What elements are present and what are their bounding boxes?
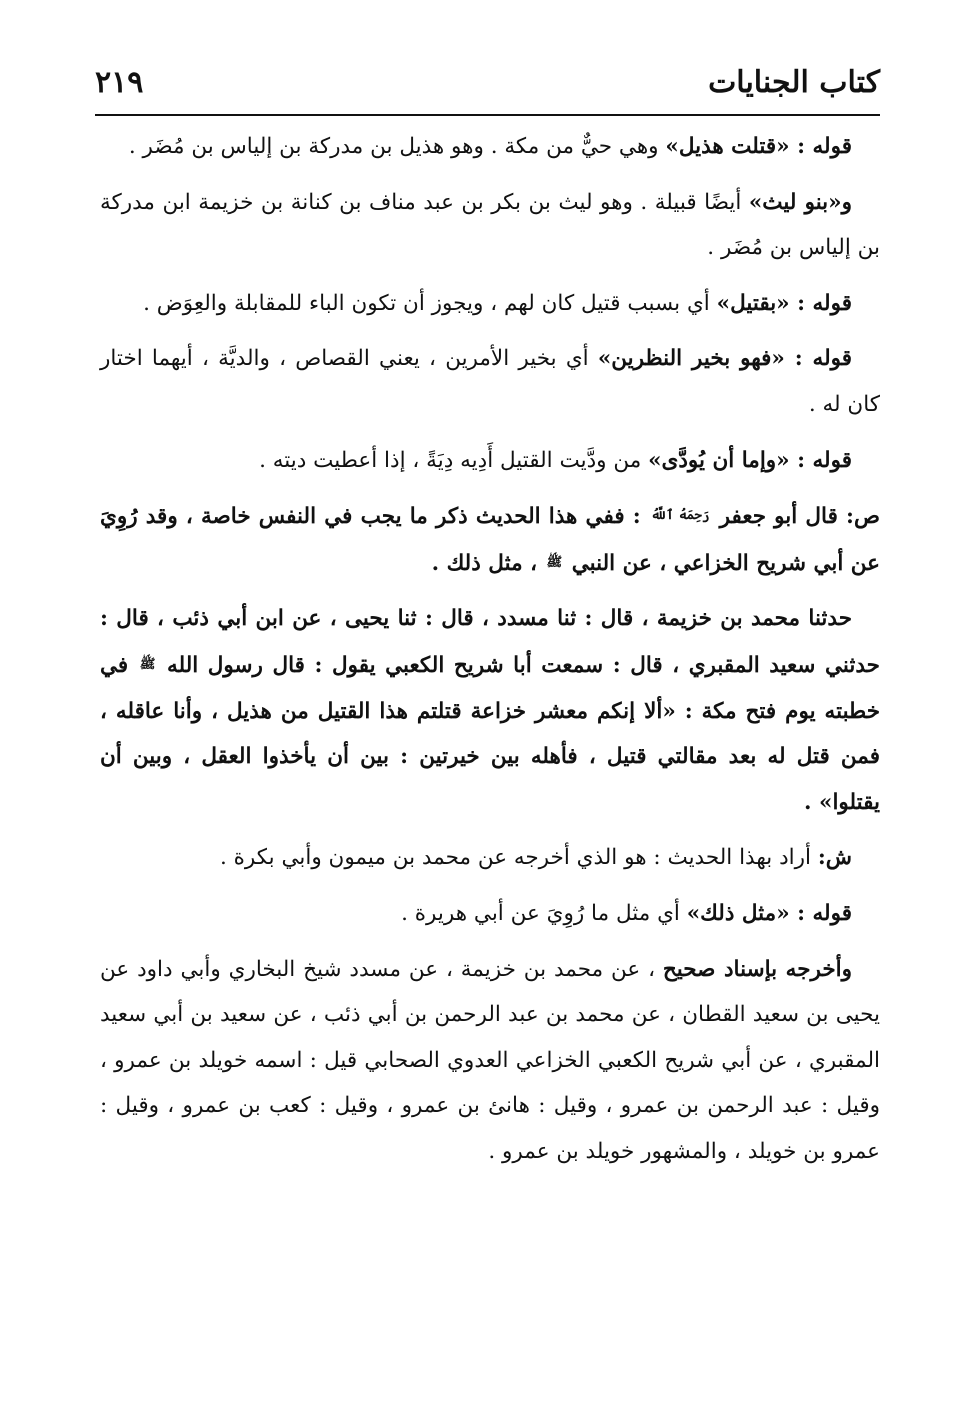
commentary-paragraph — [100, 438, 880, 484]
commentary-lead: قوله : «بقتيل» — [716, 290, 852, 316]
sharh-paragraph — [100, 835, 880, 881]
chapter-title: كتاب الجنايات — [708, 64, 880, 100]
commentary-lead: قوله : «فهو بخير النظرين» — [597, 346, 853, 372]
page-number: ٢١٩ — [95, 64, 144, 100]
honorific-glyph: ﷺ — [139, 656, 156, 672]
commentary-text: من ودَّيت القتيل أَدِيه دِيَةً ، إذا أعطيت ديته . — [259, 447, 649, 473]
takhrij-lead: وأخرجه بإسناد صحيح — [662, 956, 852, 982]
sharh-text: أراد بهذا الحديث : هو الذي أخرجه عن محمد بن ميمون وأبي بكرة . — [219, 845, 818, 871]
commentary-lead: قوله : «مثل ذلك» — [686, 900, 852, 926]
honorific-glyph: ﷺ — [546, 554, 563, 570]
commentary-paragraph — [100, 336, 880, 427]
hadith-text: حدثنا محمد بن خزيمة ، قال : ثنا مسدد ، قال : ثنا يحيى ، عن ابن أبي ذئب ، قال : حدثني سعيد المقبري ، قال : سمعت أبا شريح الكعبي يقول : قال رسول الله — [100, 606, 880, 678]
matn-paragraph — [100, 493, 880, 586]
matn-text: ، مثل ذلك . — [431, 550, 538, 576]
honorific-glyph: رَحِمَهُ ٱللَّهُ — [650, 508, 710, 524]
commentary-text: أي مثل ما رُوِيَ عن أبي هريرة . — [401, 900, 687, 926]
sharh-lead: ش: — [817, 845, 852, 871]
commentary-lead: قوله : «وإما أن يُودَّى» — [648, 447, 852, 473]
commentary-text: وهي حيٌّ من مكة . وهو هذيل بن مدركة بن إلياس بن مُضَر . — [128, 134, 666, 159]
commentary-text: أيضًا قبيلة . وهو ليث بن بكر بن عبد مناف بن كنانة بن خزيمة ابن مدركة بن إلياس بن مُضَر . — [100, 189, 880, 261]
commentary-text: أي بسبب قتيل كان لهم ، ويجوز أن تكون الباء للمقابلة والعِوَض . — [143, 290, 717, 316]
takhrij-paragraph — [100, 947, 880, 1175]
commentary-text: أي بخير الأمرين ، يعني القصاص ، والديَّة ، أيهما اختار كان له . — [100, 346, 880, 417]
commentary-paragraph — [100, 124, 880, 170]
matn-text: ص: قال أبو جعفر — [719, 504, 880, 530]
takhrij-text: ، عن محمد بن خزيمة ، عن مسدد شيخ البخاري وأبي داود عن يحيى بن سعيد القطان ، عن محمد بن عبد الرحمن بن أبي ذئب ، عن سعيد بن أبي سعيد المقبري ، عن أبي شريح الكعبي الخزاعي العدوي الصحابي قيل : اسمه خويلد بن عمرو ، وقيل : عبد الرحمن بن عمرو ، وقيل : هانئ بن عمرو ، وقيل : كعب بن عمرو ، وقيل : عمرو بن خويلد ، والمشهور خويلد بن عمرو . — [100, 956, 880, 1164]
header-rule — [95, 114, 880, 116]
hadith-paragraph — [100, 596, 880, 825]
commentary-paragraph — [100, 281, 880, 327]
commentary-lead: قوله : «قتلت هذيل» — [665, 134, 852, 159]
commentary-lead: و«بنو ليث» — [748, 189, 852, 215]
commentary-paragraph — [100, 180, 880, 271]
hadith-text: في خطبته يوم فتح مكة : «ألا إنكم معشر خزاعة قتلتم هذا القتيل من هذيل ، وأنا عاقله ، فمن قتل له بعد مقالتي قتيل ، فأهله بين خيرتين : بين أن يأخذوا العقل ، وبين أن يقتلوا» . — [100, 652, 880, 815]
page-body — [100, 124, 880, 1184]
running-header — [95, 52, 880, 112]
commentary-paragraph — [100, 891, 880, 937]
matn-text: : ففي هذا الحديث ذكر ما يجب في النفس خاصة ، وقد رُوِيَ عن أبي شريح الخزاعي ، عن النبي — [100, 504, 880, 576]
